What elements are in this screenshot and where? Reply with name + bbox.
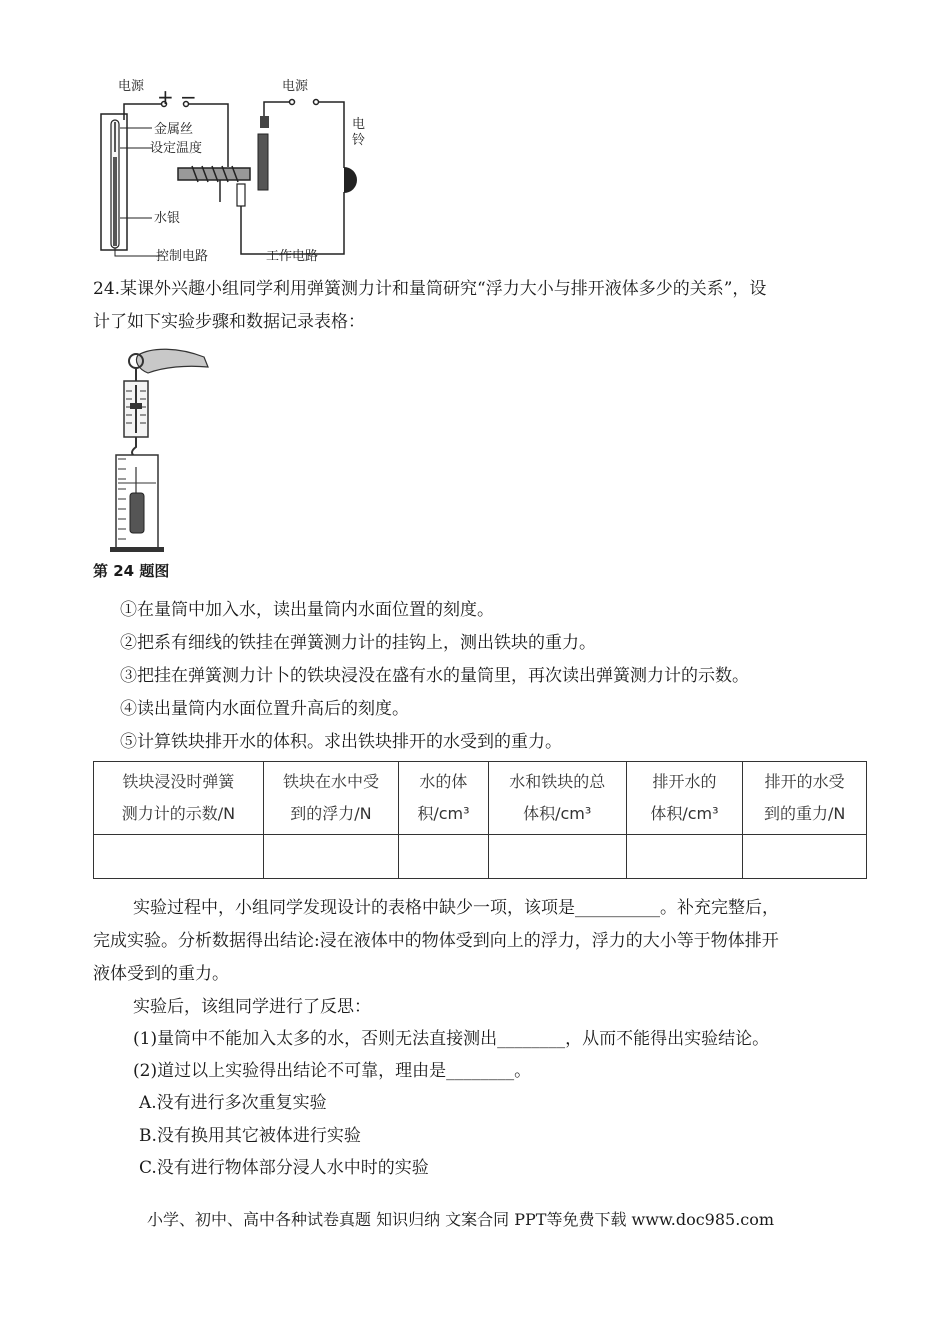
sub-question-2: (2)道过以上实验得出结论不可靠，理由是________。	[133, 1061, 532, 1081]
table-cell[interactable]	[399, 835, 489, 879]
table-header-cell: 排开的水受 到的重力/N	[743, 762, 867, 835]
table-cell[interactable]	[488, 835, 626, 879]
set-temp-label: 设定温度	[150, 141, 203, 156]
step-5: ⑤计算铁块排开水的体积。求出铁块排开的水受到的重力。	[120, 732, 562, 752]
option-b: B.没有换用其它被体进行实验	[139, 1126, 361, 1146]
wire-label: 金属丝	[154, 122, 194, 137]
paragraph-2: 实验后，该组同学进行了反思：	[133, 997, 371, 1017]
table-header-cell: 水的体 积/cm³	[399, 762, 489, 835]
bell-label-1: 电	[352, 117, 366, 132]
step-1: ①在量筒中加入水，读出量筒内水面位置的刻度。	[120, 600, 494, 620]
table-cell[interactable]	[743, 835, 867, 879]
table-header-cell: 水和铁块的总 体积/cm³	[488, 762, 626, 835]
paragraph-1-line-3: 液体受到的重力。	[93, 964, 229, 984]
question-line-1: 24.某课外兴趣小组同学利用弹簧测力计和量筒研究“浮力大小与排开液体多少的关系”，设	[93, 279, 767, 299]
figure-caption: 第 24 题图	[93, 562, 170, 580]
step-4: ④读出量筒内水面位置升高后的刻度。	[120, 699, 409, 719]
power-label-work: 电源	[282, 79, 309, 94]
hand-icon	[136, 349, 208, 373]
option-a: A.没有进行多次重复实验	[139, 1093, 327, 1113]
mercury-label: 水银	[154, 211, 181, 226]
step-3: ③把挂在弹簧测力计卜的铁块浸没在盛有水的量筒里，再次读出弹簧测力计的示数。	[120, 666, 749, 686]
paragraph-1-line-2: 完成实验。分析数据得出结论:浸在液体中的物体受到向上的浮力，浮力的大小等于物体排开	[93, 931, 779, 951]
footer-text: 小学、初中、高中各种试卷真题 知识归纳 文案合同 PPT等免费下载 www.doc985.com	[147, 1210, 775, 1229]
table-cell[interactable]	[94, 835, 264, 879]
iron-block	[130, 493, 144, 533]
bell-label-2: 铃	[352, 133, 366, 148]
bell-icon	[344, 167, 357, 193]
table-row	[94, 835, 867, 879]
question-line-2: 计了如下实验步骤和数据记录表格：	[93, 312, 365, 332]
table-header-cell: 铁块在水中受 到的浮力/N	[263, 762, 398, 835]
table-cell[interactable]	[263, 835, 398, 879]
minus-sign: −	[180, 85, 197, 109]
cylinder-base	[110, 547, 164, 552]
step-2: ②把系有细线的铁挂在弹簧测力计的挂钩上，测出铁块的重力。	[120, 633, 596, 653]
table-header-cell: 排开水的 体积/cm³	[626, 762, 743, 835]
option-c: C.没有进行物体部分浸人水中时的实验	[139, 1158, 429, 1178]
sub-question-1: (1)量筒中不能加入太多的水，否则无法直接测出________，从而不能得出实验结论。	[133, 1029, 770, 1049]
control-circuit-label: 控制电路	[156, 249, 209, 264]
armature	[258, 134, 268, 190]
table-cell[interactable]	[626, 835, 743, 879]
work-circuit-label: 工作电路	[266, 249, 319, 264]
spring-scale-figure	[108, 343, 220, 553]
plus-sign: +	[157, 85, 174, 109]
table-header-cell: 铁块浸没时弹簧 测力计的示数/N	[94, 762, 264, 835]
spring-contact	[237, 184, 245, 206]
mercury-column	[113, 157, 117, 246]
paragraph-1-line-1: 实验过程中，小组同学发现设计的表格中缺少一项，该项是__________。补充完整后，	[133, 898, 779, 918]
bell-contact	[260, 116, 269, 128]
data-table	[93, 761, 867, 879]
circuit-figure	[94, 72, 370, 268]
power-label-control: 电源	[118, 79, 145, 94]
scale-pointer	[130, 403, 142, 409]
table-header-row	[94, 762, 867, 835]
